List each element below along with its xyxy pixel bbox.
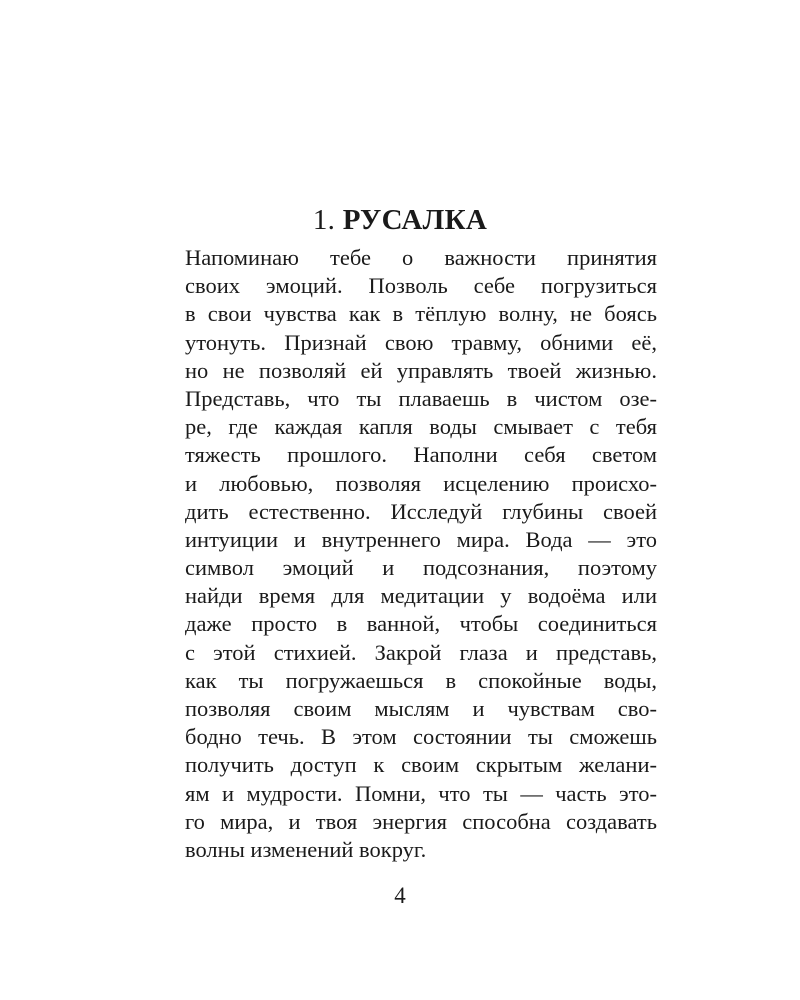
body-line: ям и мудрости. Помни, что ты — часть это- bbox=[185, 780, 657, 806]
body-line: своих эмоций. Позволь себе погрузиться bbox=[185, 273, 657, 299]
body-line: получить доступ к своим скрытым желани- bbox=[185, 752, 657, 778]
body-line: позволяя своим мыслям и чувствам сво- bbox=[185, 696, 657, 721]
body-line: но не позволяй ей управлять твоей жизнью. bbox=[185, 357, 657, 383]
body-line: утонуть. Признай свою травму, обними её, bbox=[185, 329, 657, 355]
body-line: символ эмоций и подсознания, поэтому bbox=[185, 555, 657, 581]
chapter-body bbox=[185, 244, 657, 864]
body-line: Представь, что ты плаваешь в чистом озе- bbox=[185, 385, 657, 411]
body-line: бодно течь. В этом состоянии ты сможешь bbox=[185, 724, 657, 750]
body-line: го мира, и твоя энергия способна создавать bbox=[185, 808, 657, 834]
body-line: ре, где каждая капля воды смывает с тебя bbox=[185, 414, 657, 440]
page-number: 4 bbox=[394, 883, 406, 908]
body-line-last: волны изменений вокруг. bbox=[185, 836, 427, 862]
body-line: дить естественно. Исследуй глубины своей bbox=[185, 498, 657, 524]
body-line: Напоминаю тебе о важности принятия bbox=[185, 245, 657, 270]
body-line: с этой стихией. Закрой глаза и представь, bbox=[185, 639, 657, 665]
chapter-number: 1. bbox=[312, 204, 336, 236]
body-line: тяжесть прошлого. Наполни себя светом bbox=[185, 442, 657, 468]
body-line: найди время для медитации у водоёма или bbox=[185, 583, 657, 609]
chapter-heading bbox=[0, 200, 800, 240]
body-line: даже просто в ванной, чтобы соединиться bbox=[185, 611, 657, 637]
body-line: как ты погружаешься в спокойные воды, bbox=[185, 667, 657, 693]
body-line: интуиции и внутреннего мира. Вода — это bbox=[185, 526, 657, 552]
chapter-title: РУСАЛКА bbox=[342, 204, 488, 236]
body-line: и любовью, позволяя исцелению происхо- bbox=[185, 470, 657, 496]
body-line: в свои чувства как в тёплую волну, не боясь bbox=[185, 301, 657, 327]
